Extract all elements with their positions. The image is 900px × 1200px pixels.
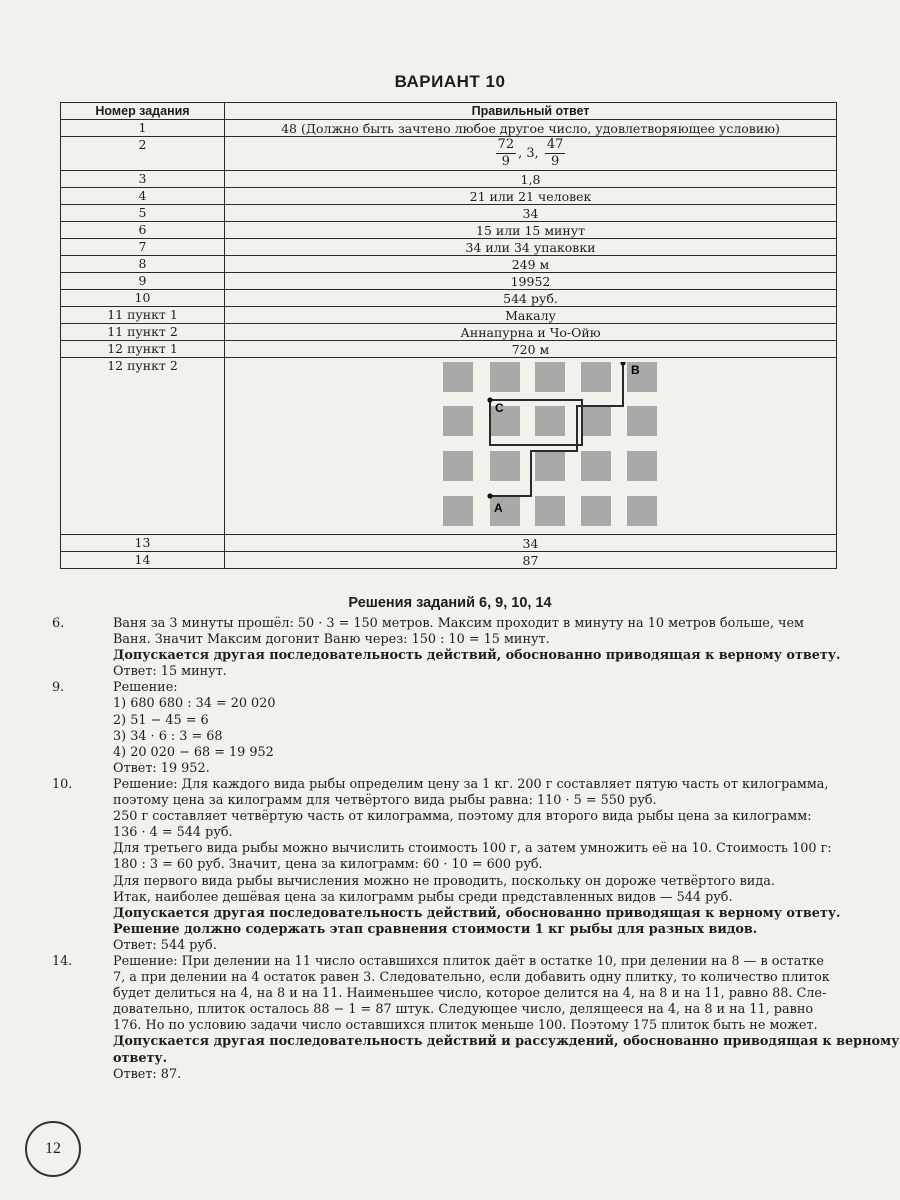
table-row: [61, 256, 837, 273]
solution-body: [113, 680, 872, 777]
row-number: 12 пункт 1: [61, 341, 225, 358]
row-answer: 1,8: [225, 171, 837, 188]
row-number: 1: [61, 120, 225, 137]
label-b: B: [631, 363, 640, 377]
table-row: [61, 205, 837, 222]
solution-line: Ответ: 544 руб.: [113, 937, 217, 953]
row-number: 10: [61, 290, 225, 307]
table-row: [61, 188, 837, 205]
solution-line: Для первого вида рыбы вычисления можно не проводить, поскольку он дороже четвёртого вида.: [113, 873, 775, 889]
solution-line: Решение:: [113, 680, 178, 696]
solution-line: будет делиться на 4, на 8 и на 11. Наименьшее число, которое делится на 4, на 8 и на 11, равно 88. Сле-: [113, 986, 827, 1002]
solution-number: 6.: [52, 616, 65, 631]
row-number: 8: [61, 256, 225, 273]
solution-line: 176. Но по условию задачи число оставшихся плиток меньше 100. Поэтому 175 плиток быть не может.: [113, 1018, 818, 1034]
solution-body: [113, 954, 899, 1083]
solution-note-line: Допускается другая последовательность действий, обоснованно приводящая к верному ответу.: [113, 905, 841, 921]
solution-number: 14.: [52, 953, 73, 969]
table-row: [61, 307, 837, 324]
solution-number: 9.: [52, 680, 65, 696]
row-number: 11 пункт 1: [61, 307, 225, 324]
row-number: 4: [61, 188, 225, 205]
solution-line: Ответ: 19 952.: [113, 760, 210, 776]
fraction-47-9: [545, 137, 566, 170]
denominator: 9: [501, 154, 510, 169]
solution-line: 250 г составляет четвёртую часть от килограмма, поэтому для второго вида рыбы цена за килограмм:: [113, 809, 812, 825]
row-answer: 87: [225, 552, 837, 569]
table-row: [61, 222, 837, 239]
solution-block: [52, 616, 872, 680]
solution-line: Ваня. Значит Максим догонит Ваню через: 150 : 10 = 15 минут.: [113, 632, 550, 648]
row-number: 14: [61, 552, 225, 569]
table-row: [61, 358, 837, 535]
solution-body: [113, 777, 872, 954]
solution-line: Для третьего вида рыбы можно вычислить стоимость 100 г, а затем умножить её на 10. Стоимость 100 г:: [113, 841, 832, 857]
solution-line: 4) 20 020 − 68 = 19 952: [113, 744, 274, 760]
row-answer: Макалу: [225, 307, 837, 324]
row-answer-fractions: [225, 137, 837, 171]
solutions-list: [52, 616, 900, 1083]
path-grid-diagram: [443, 362, 668, 532]
row-answer: 48 (Должно быть зачтено любое другое число, удовлетворяющее условию): [225, 120, 837, 137]
point-c: [487, 397, 492, 402]
row-answer: 249 м: [225, 256, 837, 273]
row-number: 9: [61, 273, 225, 290]
row-answer: Аннапурна и Чо-Ойю: [225, 324, 837, 341]
table-row: [61, 273, 837, 290]
solution-note-line: ответу.: [113, 1050, 168, 1066]
row-answer-grid: [225, 358, 837, 535]
solution-line: Решение: При делении на 11 число оставшихся плиток даёт в остатке 10, при делении на 8 — в остатке: [113, 953, 824, 969]
row-number: 6: [61, 222, 225, 239]
row-number: 13: [61, 535, 225, 552]
solution-line: 136 · 4 = 544 руб.: [113, 825, 233, 841]
solution-block: [52, 680, 872, 777]
solution-note-line: Решение должно содержать этап сравнения стоимости 1 кг рыбы для разных видов.: [113, 921, 758, 937]
table-row: [61, 290, 837, 307]
table-row: [61, 535, 837, 552]
row-answer: 34: [225, 205, 837, 222]
solution-note-line: Допускается другая последовательность действий, обоснованно приводящая к верному ответу.: [113, 648, 841, 664]
fraction-72-9: [496, 137, 517, 170]
solution-line: 180 : 3 = 60 руб. Значит, цена за килограмм: 60 · 10 = 600 руб.: [113, 857, 543, 873]
row-answer: 19952: [225, 273, 837, 290]
label-c: C: [495, 401, 504, 415]
solution-line: Итак, наиболее дешёвая цена за килограмм рыбы среди представленных видов — 544 руб.: [113, 889, 733, 905]
fraction-separator: , 3,: [518, 146, 543, 161]
numerator: 72: [497, 137, 515, 152]
row-number: 5: [61, 205, 225, 222]
solution-line: довательно, плиток осталось 88 − 1 = 87 штук. Следующее число, делящееся на 4, на 8 и на 11, равно: [113, 1002, 814, 1018]
denominator: 9: [551, 154, 560, 169]
row-number: 2: [61, 137, 225, 171]
row-answer: 15 или 15 минут: [225, 222, 837, 239]
solution-line: 7, а при делении на 4 остаток равен 3. Следовательно, если добавить одну плитку, то количество плиток: [113, 970, 830, 986]
row-number: 12 пункт 2: [61, 358, 225, 535]
page-number: 12: [25, 1121, 81, 1177]
row-answer: 34 или 34 упаковки: [225, 239, 837, 256]
solutions-title: Решения заданий 6, 9, 10, 14: [348, 595, 552, 611]
label-a: A: [494, 501, 503, 515]
table-header-row: [61, 103, 837, 120]
solution-line: 3) 34 · 6 : 3 = 68: [113, 728, 223, 744]
variant-title: ВАРИАНТ 10: [394, 72, 506, 91]
table-row: [61, 324, 837, 341]
solution-line: 1) 680 680 : 34 = 20 020: [113, 696, 276, 712]
solution-number: 10.: [52, 776, 73, 792]
solution-block: [52, 953, 900, 1083]
numerator: 47: [546, 137, 564, 152]
row-number: 3: [61, 171, 225, 188]
point-a: [487, 493, 492, 498]
table-row: [61, 171, 837, 188]
point-b: [620, 362, 625, 366]
row-answer: 34: [225, 535, 837, 552]
solution-block: [52, 777, 872, 954]
solution-line: поэтому цена за килограмм для четвёртого вида рыбы равна: 110 · 5 = 550 руб.: [113, 793, 657, 809]
solution-line: Ваня за 3 минуты прошёл: 50 · 3 = 150 метров. Максим проходит в минуту на 10 метров больше, чем: [113, 616, 804, 631]
row-number: 11 пункт 2: [61, 324, 225, 341]
answers-table: [60, 102, 837, 569]
solution-line: Ответ: 87.: [113, 1066, 182, 1082]
table-row: [61, 120, 837, 137]
row-number: 7: [61, 239, 225, 256]
solution-line: 2) 51 − 45 = 6: [113, 712, 209, 728]
solution-line: Ответ: 15 минут.: [113, 664, 227, 680]
row-answer: 21 или 21 человек: [225, 188, 837, 205]
row-answer: 720 м: [225, 341, 837, 358]
table-row: [61, 341, 837, 358]
table-row: [61, 552, 837, 569]
solution-body: [113, 616, 872, 680]
header-correct-answer: Правильный ответ: [225, 103, 837, 120]
solution-line: Решение: Для каждого вида рыбы определим цену за 1 кг. 200 г составляет пятую часть от килограмма,: [113, 776, 829, 792]
row-answer: 544 руб.: [225, 290, 837, 307]
table-row: [61, 137, 837, 171]
table-row: [61, 239, 837, 256]
solution-note-line: Допускается другая последовательность действий и рассуждений, обоснованно приводящая к верному: [113, 1034, 900, 1050]
header-task-number: Номер задания: [61, 103, 225, 120]
